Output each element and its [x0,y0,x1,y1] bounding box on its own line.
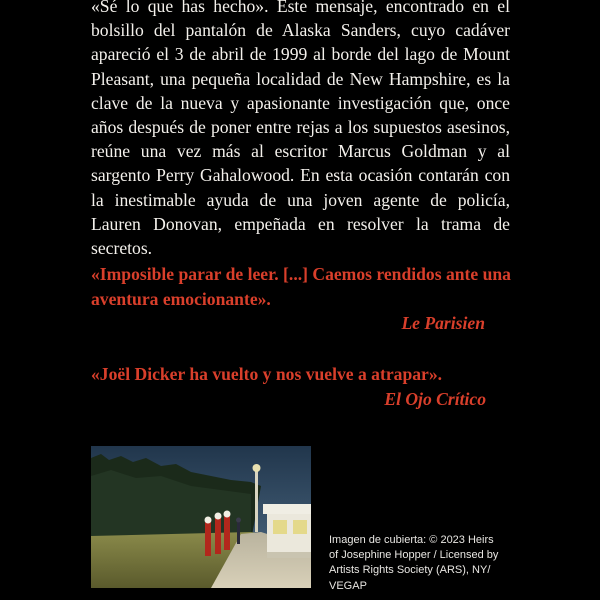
review-source: El Ojo Crítico [384,389,486,409]
synopsis-text: «Sé lo que has hecho». Este mensaje, encontrado en el bolsillo del pantalón de Alaska Sanders, cuyo cadáver apareció el 3 de abril de 1999 al borde del lago de Mount Pleasant, una pequeña localidad de New Hampshire, es la clave de la nueva y apasionante investigación que, once años después de poner entre rejas a los supuestos asesinos, reúne una vez más al escritor Marcus Goldman y al sargento Perry Gahalowood. En esta ocasión contarán con la inestimable ayuda de una joven agente de policía, Lauren Donovan, empeñada en resolver la trama de secretos. [91,0,510,259]
review-source: Le Parisien [401,313,485,333]
review-quote: «Imposible parar de leer. [...] Caemos rendidos ante una aventura emocionante». [91,264,511,309]
review-quote: «Joël Dicker ha vuelto y nos vuelve a atrapar». [91,364,443,384]
cover-image-credit: Imagen de cubierta: © 2023 Heirs of Josephine Hopper / Licensed by Artists Rights Society (ARS), NY/ VEGAP [329,534,499,592]
cover-painting [91,446,311,588]
